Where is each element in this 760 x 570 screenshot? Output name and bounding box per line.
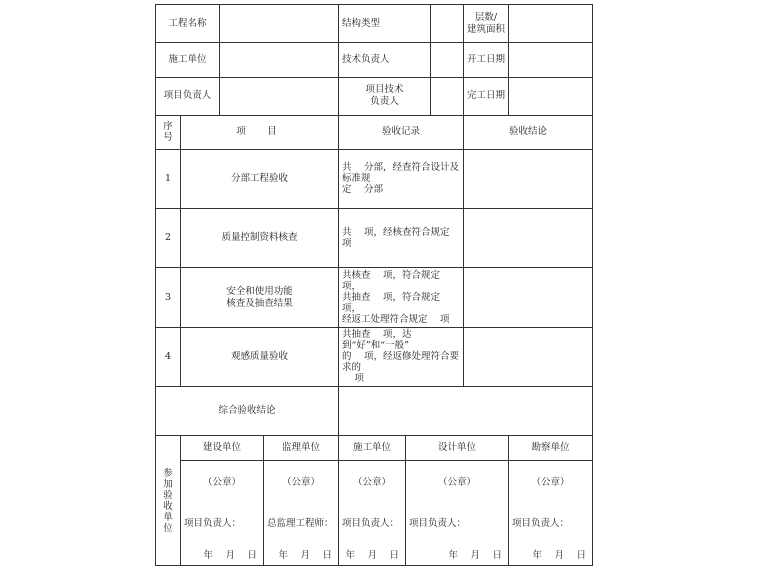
seal-placeholder: （公章） [282, 477, 321, 489]
side-label-char: 参 [163, 467, 173, 479]
row-4-record-line: 的 项，经返修处理符合要求的 [342, 351, 460, 374]
signer-label: 项目负责人： [342, 518, 400, 530]
start-date-label: 开工日期 [464, 43, 509, 78]
construction-unit-label: 施工单位 [156, 43, 220, 78]
tech-lead-value[interactable] [431, 43, 464, 78]
row-3-record-line: 经返工处理符合规定 项 [342, 314, 450, 326]
end-date-label: 完工日期 [464, 78, 509, 115]
row-2-record: 共 项，经核查符合规定 项 [339, 209, 464, 268]
acceptance-form-table [155, 4, 593, 566]
signature-cell-survey[interactable] [509, 461, 593, 566]
signer-label: 项目负责人： [512, 518, 570, 530]
record-header: 验收记录 [339, 115, 464, 149]
end-date-value[interactable] [509, 78, 593, 115]
row-3-record-line: 共核查 项，符合规定 项， [342, 270, 453, 293]
row-1-record-line: 定 分部 [342, 184, 384, 196]
date-line: 年 月 日 [345, 550, 400, 562]
seq-header-char: 号 [163, 132, 173, 144]
row-3-item [181, 268, 339, 327]
date-line: 年 月 日 [448, 550, 503, 562]
row-3-no: 3 [156, 268, 181, 327]
signer-label: 项目负责人： [184, 518, 242, 530]
date-line: 年 月 日 [278, 550, 333, 562]
row-2-no: 2 [156, 209, 181, 268]
project-lead-value[interactable] [220, 78, 339, 115]
row-1-record [339, 149, 464, 208]
unit-name-survey: 勘察单位 [509, 436, 593, 461]
floors-area-label-line2: 建筑面积 [467, 23, 506, 35]
seq-header-char: 序 [163, 121, 173, 133]
project-tech-lead-value[interactable] [431, 78, 464, 115]
seal-placeholder: （公章） [531, 477, 570, 489]
row-3-item-line: 核查及抽查结果 [226, 297, 293, 309]
side-label-char: 加 [163, 478, 173, 490]
row-3-record [339, 268, 464, 327]
unit-name-design: 设计单位 [406, 436, 509, 461]
structure-type-label: 结构类型 [339, 5, 431, 43]
tech-lead-label: 技术负责人 [339, 43, 431, 78]
floors-area-value[interactable] [509, 5, 593, 43]
row-4-record-line: 项 [342, 373, 365, 385]
signer-label: 总监理工程师： [267, 518, 334, 530]
project-tech-lead-line2: 负责人 [370, 96, 399, 108]
item-header: 项 目 [181, 115, 339, 149]
row-3-record-line: 共抽查 项，符合规定 项， [342, 292, 453, 315]
signature-cell-supervision[interactable] [264, 461, 339, 566]
seal-placeholder: （公章） [438, 477, 477, 489]
unit-name-supervision: 监理单位 [264, 436, 339, 461]
summary-label: 综合验收结论 [156, 387, 339, 436]
project-tech-lead-label [339, 78, 431, 115]
row-2-item: 质量控制资料核查 [181, 209, 339, 268]
row-4-no: 4 [156, 327, 181, 386]
floors-area-label-line1: 层数/ [474, 11, 498, 23]
summary-value[interactable] [339, 387, 593, 436]
row-4-conclusion[interactable] [464, 327, 593, 386]
row-1-item: 分部工程验收 [181, 149, 339, 208]
side-label-char: 单 [163, 511, 173, 523]
unit-name-construction-owner: 建设单位 [181, 436, 264, 461]
date-line: 年 月 日 [203, 550, 258, 562]
signature-cell-design[interactable] [406, 461, 509, 566]
signature-cell-owner[interactable] [181, 461, 264, 566]
row-4-record [339, 327, 464, 386]
seal-placeholder: （公章） [353, 477, 392, 489]
row-4-record-line: 共抽查 项，达到“好”和“一般” [342, 329, 412, 352]
row-1-record-line: 共 分部，经查符合设计及标准规 [342, 162, 460, 185]
side-label-char: 验 [163, 489, 173, 501]
floors-area-label [464, 5, 509, 43]
start-date-value[interactable] [509, 43, 593, 78]
unit-name-contractor: 施工单位 [339, 436, 406, 461]
project-tech-lead-line1: 项目技术 [365, 84, 404, 96]
row-1-no: 1 [156, 149, 181, 208]
project-name-label: 工程名称 [156, 5, 220, 43]
project-lead-label: 项目负责人 [156, 78, 220, 115]
signer-label: 项目负责人： [409, 518, 467, 530]
project-name-value[interactable] [220, 5, 339, 43]
row-2-conclusion[interactable] [464, 209, 593, 268]
row-3-item-line: 安全和使用功能 [226, 285, 293, 297]
seq-header [156, 115, 181, 149]
signature-cell-contractor[interactable] [339, 461, 406, 566]
participants-side-label [156, 436, 181, 566]
side-label-char: 收 [163, 500, 173, 512]
date-line: 年 月 日 [532, 550, 587, 562]
side-label-char: 位 [163, 522, 173, 534]
seal-placeholder: （公章） [203, 477, 242, 489]
conclusion-header: 验收结论 [464, 115, 593, 149]
structure-type-value[interactable] [431, 5, 464, 43]
row-3-conclusion[interactable] [464, 268, 593, 327]
construction-unit-value[interactable] [220, 43, 339, 78]
row-4-item: 观感质量验收 [181, 327, 339, 386]
row-1-conclusion[interactable] [464, 149, 593, 208]
